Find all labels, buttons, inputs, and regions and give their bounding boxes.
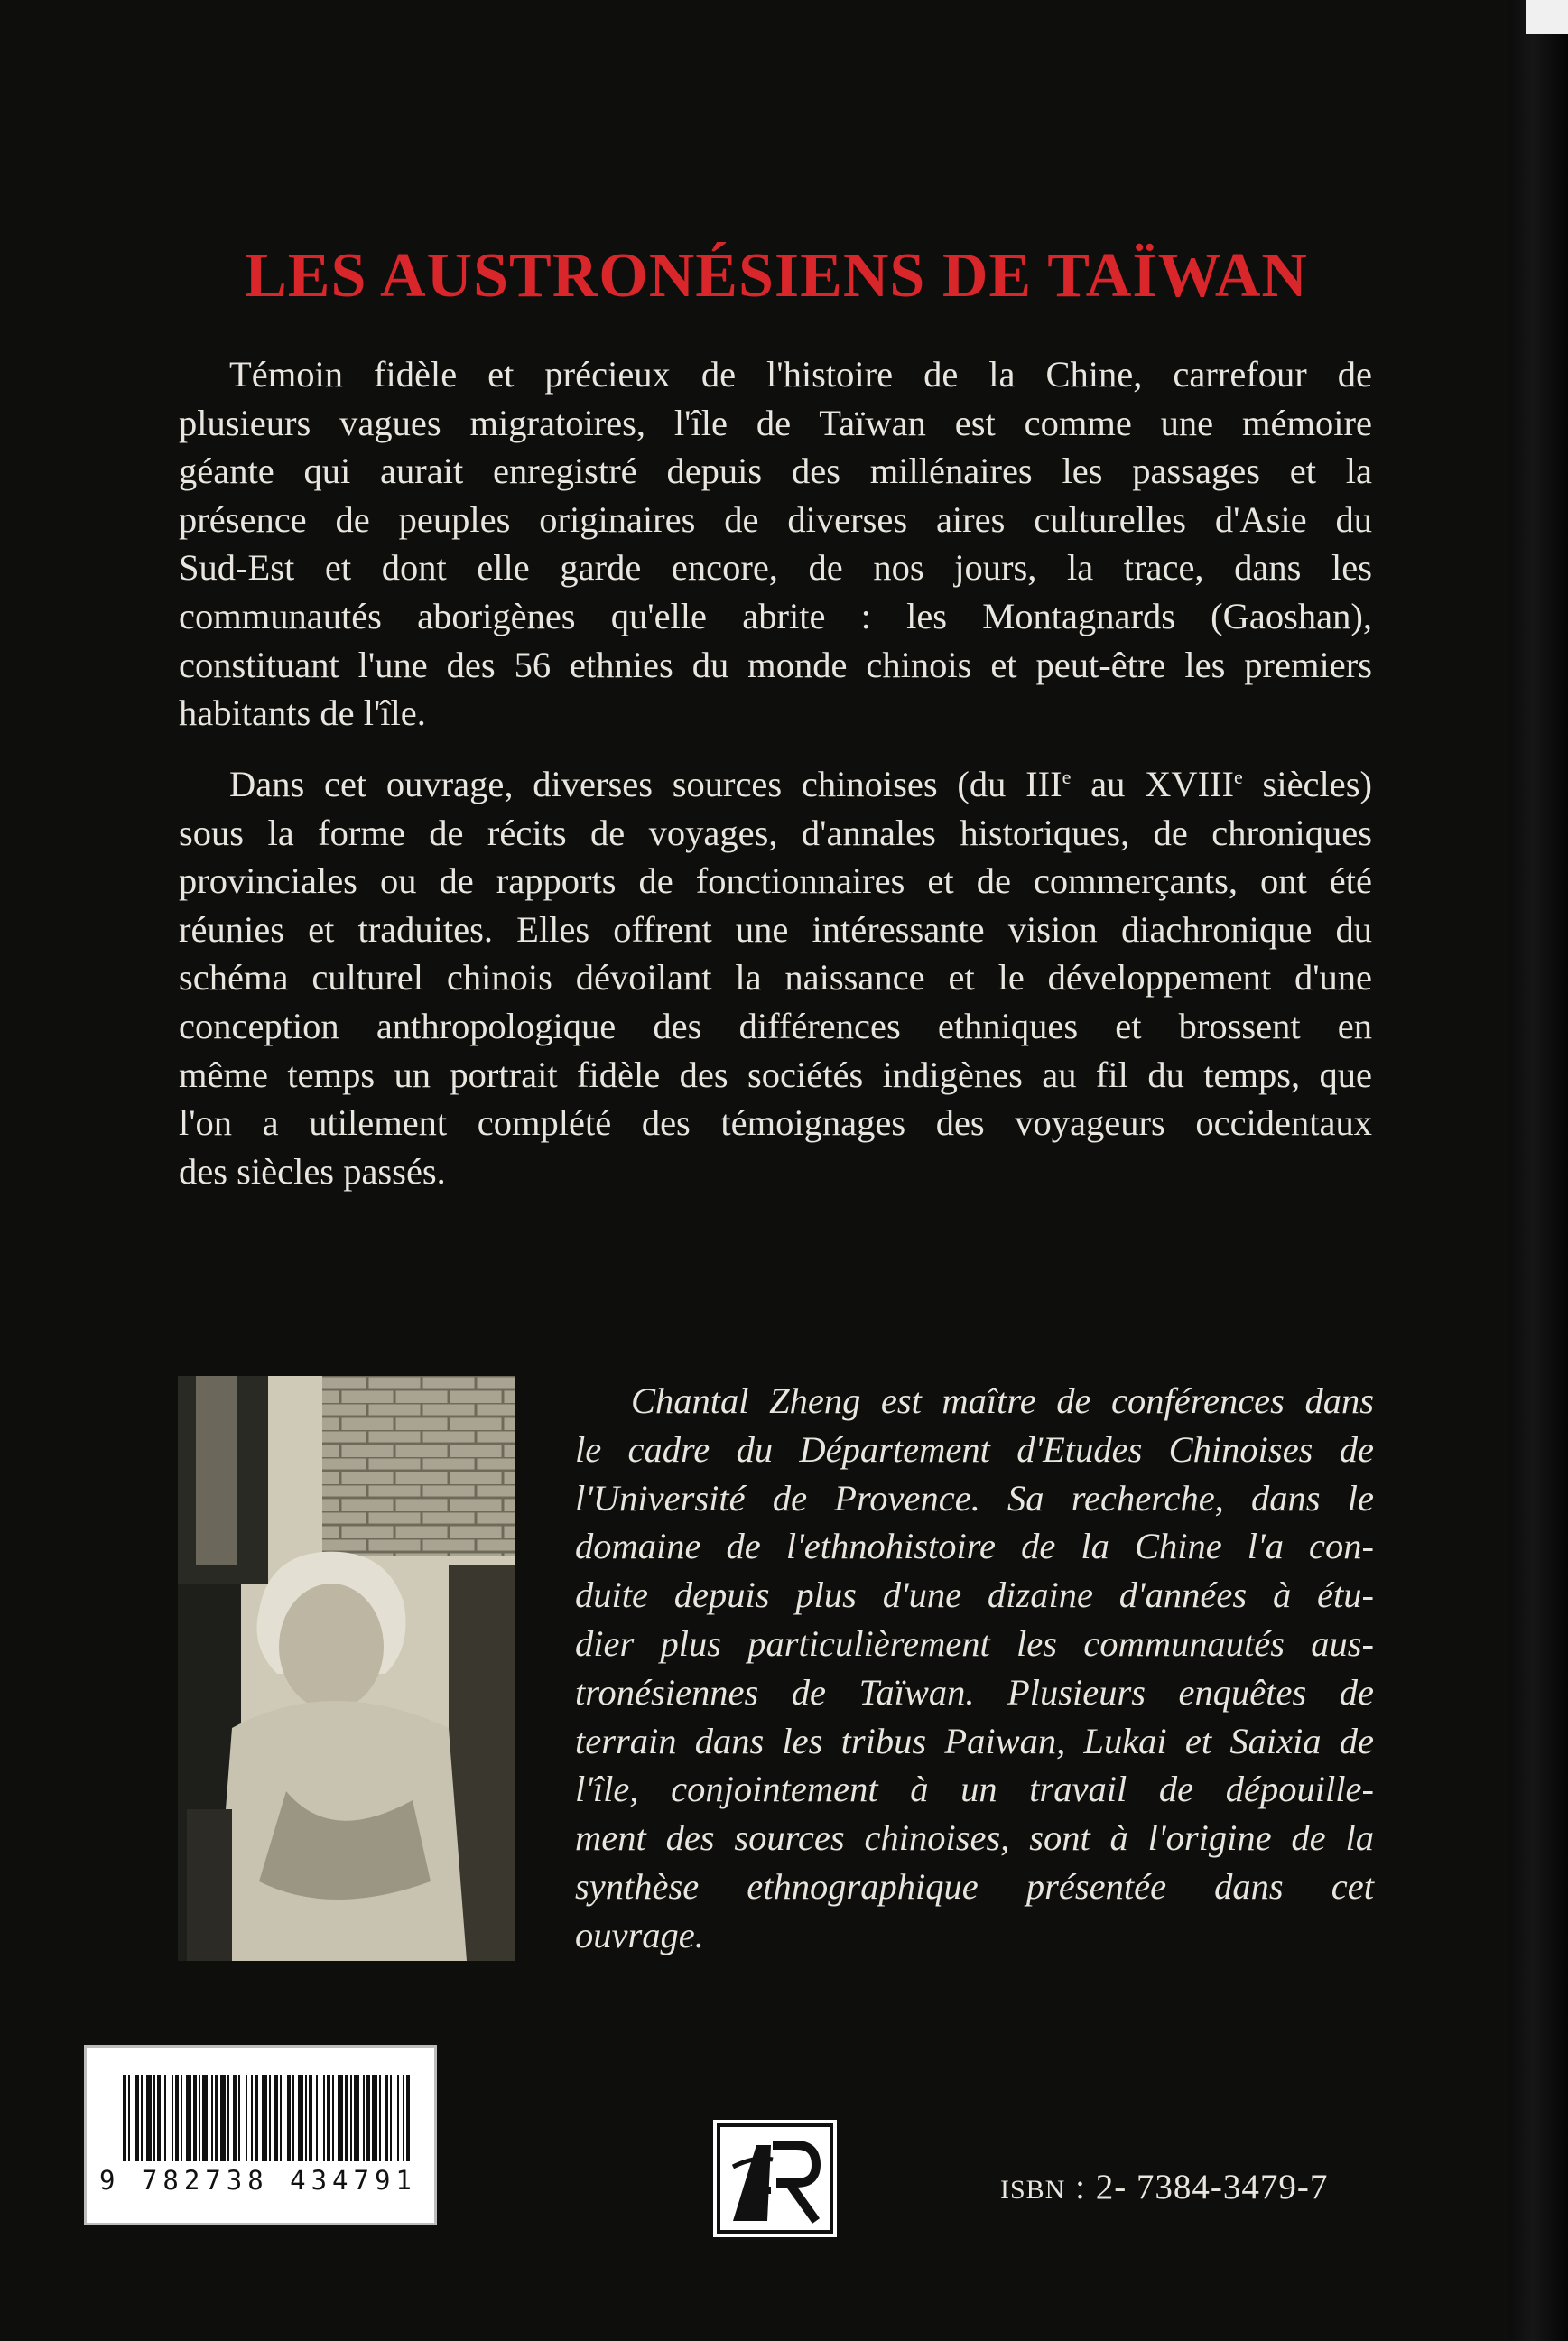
barcode <box>84 2045 437 2225</box>
text-line: conception anthropologique des différences ethniques et brossent en <box>179 1005 1372 1046</box>
text-line: plusieurs vagues migratoires, l'île de Taïwan est comme une mémoire <box>179 402 1372 443</box>
barcode-bar <box>379 2075 381 2161</box>
text-fragment: au XVIII <box>1071 764 1235 804</box>
author-photo <box>178 1376 515 1961</box>
barcode-bar <box>350 2075 352 2161</box>
text-line: géante qui aurait enregistré depuis des millénaires les passages et la <box>179 451 1372 492</box>
text-line: présence de peuples originaires de diverses aires culturelles d'Asie du <box>179 498 1372 540</box>
text-line: habitants de l'île. <box>179 692 426 734</box>
text-fragment: siècles) <box>1242 764 1373 804</box>
text-line: sous la forme de récits de voyages, d'annales historiques, de chroniques <box>179 812 1372 853</box>
publisher-logo <box>713 2120 837 2237</box>
text-line: dier plus particulièrement les communautés aus- <box>575 1622 1374 1664</box>
barcode-bar <box>233 2075 237 2161</box>
text-line <box>179 760 1372 809</box>
barcode-bar <box>274 2075 278 2161</box>
cover-right-edge <box>1509 0 1568 2341</box>
author-bio <box>575 1377 1374 1960</box>
text-line: le cadre du Département d'Etudes Chinoises de <box>575 1428 1374 1470</box>
text-line: domaine de l'ethnohistoire de la Chine l'a con- <box>575 1526 1374 1567</box>
barcode-bar <box>309 2075 312 2161</box>
barcode-bar <box>164 2075 166 2161</box>
barcode-bar <box>345 2075 348 2161</box>
barcode-bar <box>135 2075 139 2161</box>
barcode-bar <box>406 2075 410 2161</box>
barcode-bar <box>338 2075 343 2161</box>
barcode-bar <box>305 2075 307 2161</box>
superscript: e <box>1234 766 1243 788</box>
summary-paragraph-2 <box>179 760 1372 1195</box>
barcode-bar <box>397 2075 399 2161</box>
superscript: e <box>1062 766 1072 788</box>
book-title: LES AUSTRONÉSIENS DE TAÏWAN <box>245 240 1308 311</box>
isbn-value: : 2- 7384-3479-7 <box>1065 2168 1329 2206</box>
barcode-bar <box>172 2075 173 2161</box>
barcode-bar <box>153 2075 155 2161</box>
barcode-bar <box>354 2075 359 2161</box>
text-line: Sud-Est et dont elle garde encore, de nos jours, la trace, dans les <box>179 547 1372 589</box>
barcode-bar <box>390 2075 392 2161</box>
barcode-bar <box>298 2075 303 2161</box>
barcode-bar <box>215 2075 218 2161</box>
barcode-bar <box>220 2075 226 2161</box>
text-line: terrain dans les tribus Paiwan, Lukai et Saixia de <box>575 1720 1374 1761</box>
barcode-bar <box>251 2075 253 2161</box>
barcode-bar <box>246 2075 247 2161</box>
barcode-bar <box>141 2075 143 2161</box>
barcode-bar <box>287 2075 291 2161</box>
text-line: même temps un portrait fidèle des sociétés indigènes au fil du temps, que <box>179 1054 1372 1095</box>
barcode-bar <box>292 2075 294 2161</box>
barcode-bar <box>123 2075 126 2161</box>
text-line: ouvrage. <box>575 1914 704 1955</box>
text-line: l'on a utilement complété des témoignages des voyageurs occidentaux <box>179 1102 1372 1144</box>
barcode-bar <box>363 2075 365 2161</box>
barcode-bar <box>146 2075 152 2161</box>
text-line: réunies et traduites. Elles offrent une intéressante vision diachronique du <box>179 908 1372 950</box>
text-line: tronésiennes de Taïwan. Plusieurs enquêtes de <box>575 1671 1374 1713</box>
barcode-bar <box>366 2075 370 2161</box>
text-line: Témoin fidèle et précieux de l'histoire de la Chine, carrefour de <box>229 354 1372 395</box>
text-line: provinciales ou de rapports de fonctionnaires et de commerçants, ont été <box>179 860 1372 902</box>
barcode-bar <box>211 2075 213 2161</box>
barcode-bar <box>255 2075 258 2161</box>
summary-paragraph-1 <box>179 350 1372 738</box>
text-line: l'Université de Provence. Sa recherche, dans le <box>575 1477 1374 1519</box>
isbn-label: ISBN <box>1000 2175 1066 2205</box>
barcode-bar <box>280 2075 282 2161</box>
text-line: l'île, conjointement à un travail de dépouille- <box>575 1769 1374 1810</box>
barcode-bar <box>403 2075 404 2161</box>
isbn <box>1000 2167 1328 2207</box>
text-fragment: Dans cet ouvrage, diverses sources chinoises (du III <box>229 764 1062 804</box>
barcode-bar <box>316 2075 318 2161</box>
barcode-bar <box>128 2075 130 2161</box>
barcode-bar <box>157 2075 161 2161</box>
text-line: ment des sources chinoises, sont à l'origine de la <box>575 1817 1374 1859</box>
barcode-bar <box>238 2075 240 2161</box>
barcode-bar <box>327 2075 330 2161</box>
barcode-bar <box>193 2075 197 2161</box>
barcode-bar <box>227 2075 229 2161</box>
scan-corner <box>1526 0 1568 34</box>
barcode-bar <box>175 2075 179 2161</box>
text-line: schéma culturel chinois dévoilant la naissance et le développement d'une <box>179 957 1372 999</box>
barcode-bar <box>385 2075 388 2161</box>
text-line: Chantal Zheng est maître de conférences dans <box>631 1380 1374 1421</box>
text-line: synthèse ethnographique présentée dans cet <box>575 1865 1374 1907</box>
barcode-bar <box>202 2075 208 2161</box>
text-line: communautés aborigènes qu'elle abrite : les Montagnards (Gaoshan), <box>179 595 1372 636</box>
barcode-bar <box>332 2075 334 2161</box>
barcode-number: 9 782738 434791 <box>99 2165 417 2196</box>
barcode-bar <box>323 2075 325 2161</box>
barcode-bar <box>262 2075 267 2161</box>
barcode-bar <box>269 2075 271 2161</box>
barcode-bar <box>372 2075 377 2161</box>
barcode-bar <box>199 2075 200 2161</box>
barcode-bar <box>186 2075 191 2161</box>
barcode-bars <box>123 2075 412 2165</box>
barcode-bar <box>181 2075 182 2161</box>
text-line: constituant l'une des 56 ethnies du monde chinois et peut-être les premiers <box>179 644 1372 685</box>
text-line: duite depuis plus d'une dizaine d'années à étu- <box>575 1575 1374 1616</box>
text-line: des siècles passés. <box>179 1150 446 1192</box>
